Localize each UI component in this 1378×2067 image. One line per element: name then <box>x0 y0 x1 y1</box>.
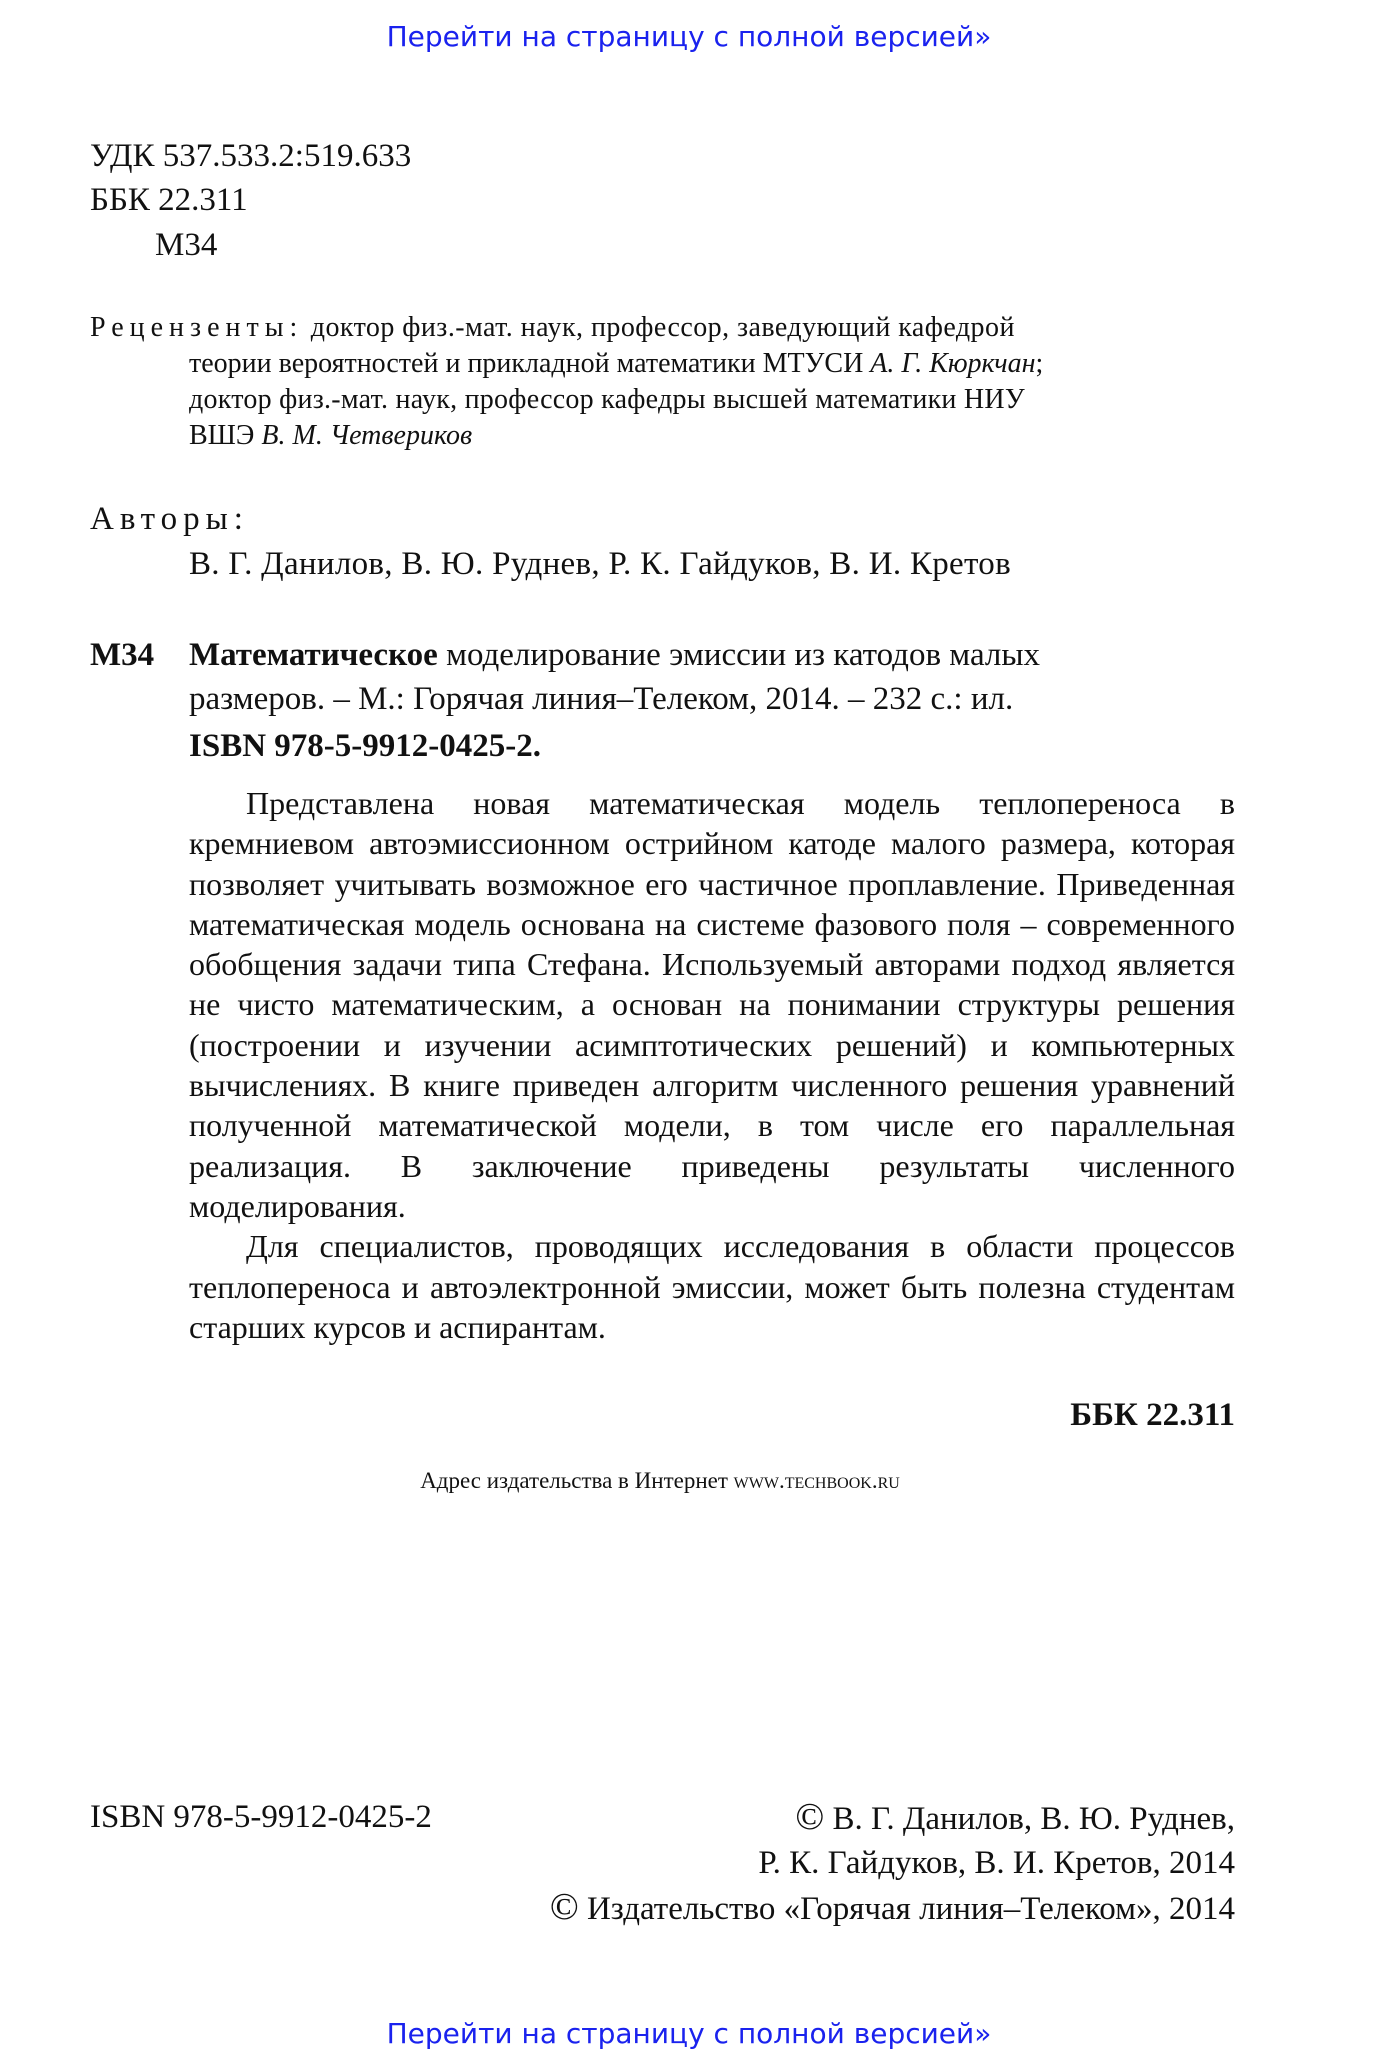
publisher-web-line <box>0 1468 1320 1494</box>
footer-isbn: ISBN 978-5-9912-0425-2 <box>90 1799 432 1835</box>
reviewers-line-3: доктор физ.-мат. наук, профессор кафедры высшей математики НИУ <box>189 384 1025 415</box>
bib-line-1 <box>189 633 1040 677</box>
authors-label: Авторы: <box>90 501 249 537</box>
author-mark: М34 <box>155 227 218 263</box>
reviewer-2-name: В. М. Четвериков <box>261 420 473 451</box>
copyright-authors <box>500 1795 1235 1885</box>
bib-mark: М34 <box>90 637 155 673</box>
publisher-web-label: Адрес издательства в Интернет <box>420 1468 734 1493</box>
reviewers-line-1: доктор физ.-мат. наук, профессор, заведующий кафедрой <box>303 312 1015 343</box>
bib-title-rest: моделирование эмиссии из катодов малых <box>437 637 1041 673</box>
reviewers-semicolon: ; <box>1035 348 1044 379</box>
bbk-code: ББК 22.311 <box>90 182 248 218</box>
top-full-version-link[interactable]: Перейти на страницу с полной версией» <box>386 20 992 53</box>
abstract-bbk: ББК 22.311 <box>1070 1397 1235 1433</box>
abstract-paragraph-2: Для специалистов, проводящих исследования в области процессов теплопереноса и автоэлектронной эмиссии, может быть полезна студентам старших курсов и аспирантам. <box>189 1228 1235 1345</box>
authors-names: В. Г. Данилов, В. Ю. Руднев, Р. К. Гайдуков, В. И. Кретов <box>189 546 1011 582</box>
reviewers-line-4: ВШЭ <box>189 420 262 451</box>
bib-line-2: размеров. – М.: Горячая линия–Телеком, 2014. – 232 с.: ил. <box>189 681 1014 717</box>
copyright-publisher <box>400 1885 1235 1931</box>
copyright-authors-line-1: В. Г. Данилов, В. Ю. Руднев, <box>832 1801 1235 1837</box>
reviewers-line-2: теории вероятностей и прикладной математики МТУСИ <box>189 348 871 379</box>
abstract-paragraph-1: Представлена новая математическая модель теплопереноса в кремниевом автоэмиссионном острийном катоде малого размера, которая позволяет учитывать возможное его частичное проплавление. Приведенная математическая модель основана на системе фазового поля – современного обобщения задачи типа Стефана. Используемый авторами подход является не чисто математическим, а основан на понимании структуры решения (построении и изучении асимптотических решений) и компьютерных вычислениях. В книге приведен алгоритм численного решения уравнений полученной математической модели, в том числе его параллельная реализация. В заключение приведены результаты численного моделирования. <box>189 785 1235 1224</box>
udk-code: УДК 537.533.2:519.633 <box>90 138 412 174</box>
copyright-icon-2: © <box>549 1886 579 1928</box>
reviewer-1-name: А. Г. Кюркчан <box>870 348 1036 379</box>
publisher-web-url[interactable]: www.techbook.ru <box>733 1468 900 1493</box>
bottom-full-version-link[interactable]: Перейти на страницу с полной версией» <box>386 2017 992 2050</box>
bib-isbn: ISBN 978-5-9912-0425-2. <box>189 728 541 764</box>
copyright-publisher-text: Издательство «Горячая линия–Телеком», 2014 <box>586 1891 1235 1927</box>
copyright-authors-line-2: Р. К. Гайдуков, В. И. Кретов, 2014 <box>758 1845 1235 1881</box>
reviewers-block <box>90 310 1235 454</box>
reviewers-label: Рецензенты: <box>90 312 304 343</box>
abstract <box>189 783 1235 1347</box>
copyright-icon: © <box>795 1796 825 1838</box>
bib-title-bold: Математическое <box>189 637 438 673</box>
